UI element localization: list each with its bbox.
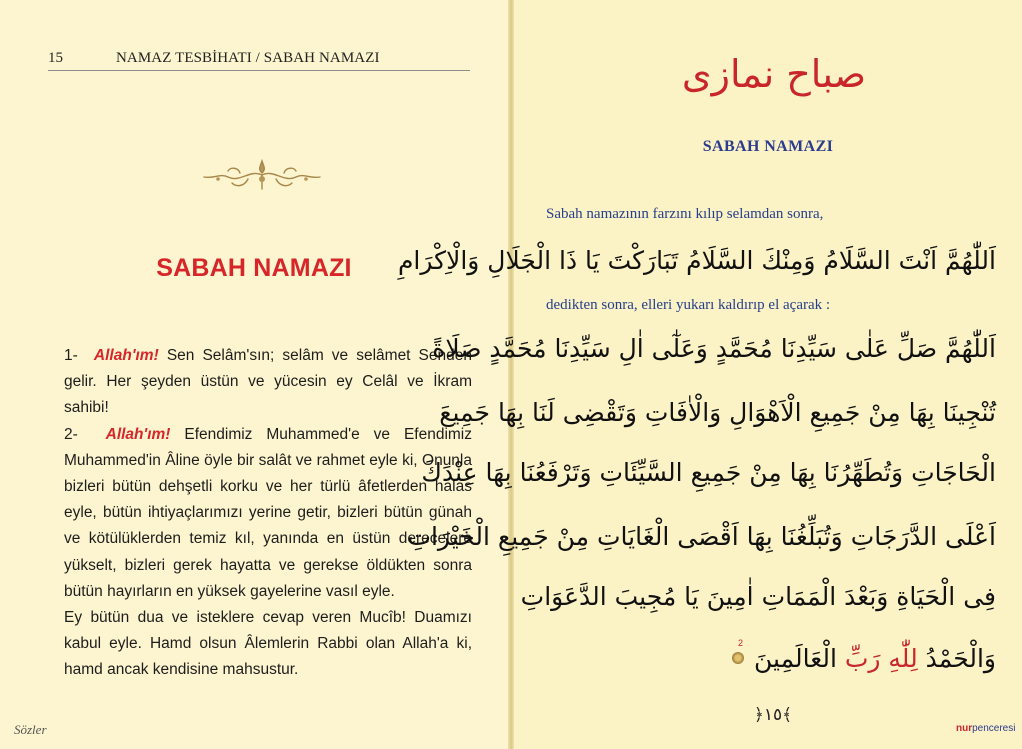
brand-sub: penceresi <box>972 723 1016 734</box>
paragraph-3: Ey bütün dua ve isteklere cevap veren Mucîb! Duamızı kabul eyle. Hamd olsun Âlemlerin Rabbi olan Allah'a ki, hamd ancak kendisine mahsustur. <box>64 609 472 679</box>
page-heading: SABAH NAMAZI <box>156 254 352 282</box>
arabic-prayer-line: اَللّٰهُمَّ اَنْتَ السَّلَامُ وَمِنْكَ السَّلَامُ تَبَارَكْتَ يَا ذَا الْجَلَالِ وَالْاِكْرَامِ <box>397 246 996 275</box>
translation-text <box>48 343 472 684</box>
arabic-prayer-line: تُنْجِينَا بِهَا مِنْ جَمِيعِ الْاَهْوَالِ وَالْاٰفَاتِ وَتَقْضِى لَنَا بِهَا جَمِيعَ <box>439 398 996 427</box>
accent-phrase: Allah'ım! <box>93 347 159 364</box>
running-title: NAMAZ TESBİHATI / SABAH NAMAZI <box>116 50 380 66</box>
arabic-title: صباح نمازى <box>681 52 867 96</box>
arabic-prayer-line: اَعْلَى الدَّرَجَاتِ وَتُبَلِّغُنَا بِهَا اَقْصَى الْغَايَاتِ مِنْ جَمِيعِ الْخَيْرَاتِ <box>407 522 996 551</box>
arabic-prayer-last-line <box>746 644 996 673</box>
paragraph-text: Efendimiz Muhammed'e ve Efendimiz Muhammed'in Âline öyle bir salât ve rahmet eyle ki, Onunla bizleri bütün dehşetli korku ve her türlü âfetlerden halas eyle, bütün ihtiyaçlarımızı yerine getir, bizleri bütün günah ve kötülüklerden temiz kıl, yanında en üstün derecelere yükselt, bizleri gerek hayatta ve gerekse öldükten sonra bütün hayırların en yüksek gayelerine vasıl eyle. <box>64 425 472 600</box>
arabic-prayer-line: فِى الْحَيَاةِ وَبَعْدَ الْمَمَاتِ اٰمِينَ يَا مُجِيبَ الدَّعَوَاتِ <box>520 582 996 611</box>
ornament-flourish-icon <box>200 157 324 193</box>
brand-logo <box>956 723 1015 734</box>
header-rule <box>48 70 470 72</box>
arabic-prayer-line: الْحَاجَاتِ وَتُطَهِّرُنَا بِهَا مِنْ جَمِيعِ السَّيِّئَاتِ وَتَرْفَعُنَا بِهَا عِنْدَكَ <box>421 458 996 487</box>
left-page <box>0 0 508 749</box>
instruction-text: dedikten sonra, elleri yukarı kaldırıp el açarak : <box>546 297 831 313</box>
arabic-word-red: لِلّٰهِ رَبِّ <box>844 644 918 673</box>
page-heading: SABAH NAMAZI <box>702 138 834 155</box>
instruction-text: Sabah namazının farzını kılıp selamdan sonra, <box>546 206 824 222</box>
paragraph-1 <box>48 343 472 422</box>
paragraph-2 <box>48 422 472 605</box>
accent-phrase: Allah'ım! <box>105 425 171 443</box>
page-number: 15 <box>48 50 63 66</box>
brand-main: nur <box>956 723 973 734</box>
arabic-page-number: ﴿١٥﴾ <box>753 705 793 725</box>
verse-end-medallion-icon <box>732 652 744 664</box>
right-page <box>397 0 1022 749</box>
footnote-number: 2 <box>738 638 744 648</box>
arabic-word: وَالْحَمْدُ <box>917 644 996 673</box>
arabic-prayer-line: اَللّٰهُمَّ صَلِّ عَلٰى سَيِّدِنَا مُحَمَّدٍ وَعَلٰٓى اٰلِ سَيِّدِنَا مُحَمَّدٍ صَلَاةً <box>432 334 996 363</box>
paragraph-number: 2- <box>64 425 78 443</box>
paragraph-number: 1- <box>64 347 78 364</box>
publisher-logo: Sözler <box>14 722 47 737</box>
arabic-word: الْعَالَمِينَ <box>754 644 845 673</box>
paragraph-text: Sen Selâm'sın; selâm ve selâmet Senden gelir. Her şeyden üstün ve yücesin ey Celâl ve İkram sahibi! <box>64 347 472 417</box>
